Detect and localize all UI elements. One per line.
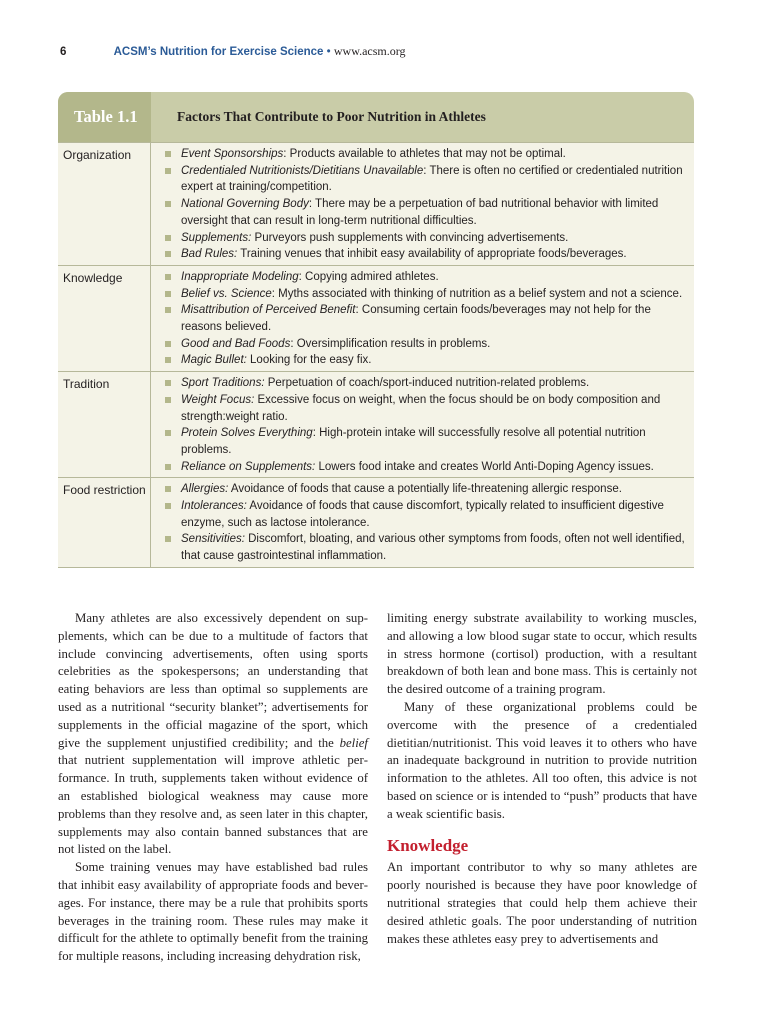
item-term: Reliance on Supplements:	[181, 460, 316, 473]
square-bullet-icon	[165, 307, 171, 313]
item-term: Event Sponsorships	[181, 148, 284, 160]
table-row	[58, 477, 694, 567]
list-item	[164, 302, 688, 335]
list-item	[164, 531, 688, 564]
nutrition-factors-table	[58, 92, 694, 568]
item-description: Purveyors push supplements with convincing advertisements.	[251, 231, 569, 244]
running-header	[60, 44, 406, 59]
list-item	[164, 352, 688, 369]
header-separator: •	[326, 46, 331, 58]
item-description: : There is often no certified or credentialed nutrition expert at training/competition.	[181, 164, 683, 194]
square-bullet-icon	[165, 168, 171, 174]
list-item	[164, 392, 688, 425]
list-item	[164, 336, 688, 353]
square-bullet-icon	[165, 251, 171, 257]
square-bullet-icon	[165, 291, 171, 297]
item-description: : Myths associated with thinking of nutrition as a belief system and not a science.	[271, 287, 683, 300]
table-item-list	[151, 143, 694, 265]
list-item	[164, 481, 688, 498]
item-term: Bad Rules:	[181, 248, 238, 261]
list-item	[164, 146, 688, 163]
square-bullet-icon	[165, 341, 171, 347]
body-paragraph: Some training venues may have established bad rules that inhibit easy availability of appropriate foods and beverages. For instance, there may be a rule that prohibits sports beverages in the training room. These rules may make it difficult for the athlete to optimally benefit from the training for multiple reasons, including increasing dehydration risk,	[58, 860, 368, 964]
square-bullet-icon	[165, 357, 171, 363]
square-bullet-icon	[165, 151, 171, 157]
item-term: Sport Traditions:	[181, 377, 265, 390]
item-description: : There may be a perpetuation of bad nutritional behavior with limited oversight that can result in long-term nutritional difficulties.	[181, 198, 659, 227]
item-term: Weight Focus:	[181, 393, 255, 406]
table-category: Food restriction	[58, 478, 151, 567]
item-description: Excessive focus on weight, when the focus should be on body composition and strength:weight ratio.	[181, 393, 661, 423]
table-category: Tradition	[58, 372, 151, 477]
list-item	[164, 375, 688, 392]
table-category: Knowledge	[58, 266, 151, 371]
body-column-left	[58, 610, 368, 966]
list-item	[164, 498, 688, 531]
body-paragraph: Many of these organizational problems could be overcome with the presence of a credentialed dietitian/nutritionist. This void leaves it to others who have an inadequate background in nutrition to provide nutrition information to the athletes. All too often, this advice is not based on science or is intended to “push” products that have a weak scientific basis.	[387, 699, 697, 821]
table-item-list	[151, 266, 694, 371]
list-item	[164, 196, 688, 229]
item-term: Belief vs. Science	[181, 287, 272, 300]
item-description: : Oversimplification results in problems.	[290, 337, 491, 350]
table-category: Organization	[58, 143, 151, 265]
item-description: Perpetuation of coach/sport-induced nutrition-related problems.	[264, 377, 590, 390]
section-heading-knowledge: Knowledge	[387, 835, 469, 855]
body-column-right	[387, 610, 697, 948]
item-description: : Consuming certain foods/beverages may not help for the reasons believed.	[181, 304, 651, 334]
list-item	[164, 425, 688, 458]
item-term: Supplements:	[181, 231, 252, 244]
square-bullet-icon	[165, 486, 171, 492]
item-term: Misattribution of Perceived Benefit	[181, 304, 356, 317]
square-bullet-icon	[165, 464, 171, 470]
square-bullet-icon	[165, 380, 171, 386]
item-description: : Copying admired athletes.	[298, 270, 439, 283]
square-bullet-icon	[165, 201, 171, 207]
table-row	[58, 265, 694, 371]
square-bullet-icon	[165, 274, 171, 280]
table-title: Factors That Contribute to Poor Nutrition in Athletes	[177, 109, 486, 124]
item-term: National Governing Body	[181, 198, 309, 211]
square-bullet-icon	[165, 430, 171, 436]
list-item	[164, 246, 688, 263]
item-term: Protein Solves Everything	[181, 427, 313, 440]
item-description: : Products available to athletes that may not be optimal.	[283, 148, 566, 160]
table-body	[58, 142, 694, 567]
item-description: : High-protein intake will successfully resolve all potential nutrition problems.	[181, 427, 646, 456]
book-title: ACSM’s Nutrition for Exercise Science	[113, 46, 324, 58]
body-paragraph: Many athletes are also excessively dependent on supplements, which can be due to a multitude of factors that include convincing advertisements, often using sports celebrities as the spokespersons; an understanding that eating behaviors are less than optimal so supplements are used as a nutritional “security blanket”; advertisements for supplements in the official magazine of the sport, which give the supplement unjustified credibility; and the belief that nutrient supplementation will improve athletic performance. In truth, supplements taken without evidence of an established biological weakness may cause more problems than they resolve and, as seen later in this chapter, supplements may also contain banned substances that are not listed on the label.	[58, 611, 368, 857]
square-bullet-icon	[165, 503, 171, 509]
table-row	[58, 142, 694, 265]
item-description: Looking for the easy fix.	[246, 354, 372, 367]
list-item	[164, 269, 688, 286]
item-term: Sensitivities:	[181, 533, 245, 546]
square-bullet-icon	[165, 235, 171, 241]
item-term: Allergies:	[181, 483, 229, 496]
body-paragraph: limiting energy substrate availability to working muscles, and allowing a low blood sugar state to occur, which results in stress hormone (cortisol) production, with a resultant breakdown of both lean and bone mass. This is certainly not the desired outcome of a training program.	[387, 611, 697, 697]
item-term: Magic Bullet:	[181, 354, 247, 367]
list-item	[164, 230, 688, 247]
list-item	[164, 163, 688, 196]
item-description: Avoidance of foods that cause discomfort, typically related to insufficient digestive enzyme, such as lactose intolerance.	[181, 500, 664, 529]
header-url: www.acsm.org	[333, 44, 406, 58]
table-row	[58, 371, 694, 477]
item-description: Discomfort, bloating, and various other symptoms from foods, often not well identified, that cause gastrointestinal inflammation.	[181, 533, 685, 563]
item-description: Training venues that inhibit easy availability of appropriate foods/beverages.	[237, 248, 627, 261]
item-term: Good and Bad Foods	[181, 337, 291, 350]
table-number: Table 1.1	[58, 92, 151, 142]
square-bullet-icon	[165, 397, 171, 403]
list-item	[164, 459, 688, 476]
table-item-list	[151, 372, 694, 477]
item-term: Intolerances:	[181, 500, 247, 513]
list-item	[164, 286, 688, 303]
item-description: Lowers food intake and creates World Anti-Doping Agency issues.	[315, 460, 654, 473]
item-description: Avoidance of foods that cause a potentially life-threatening allergic response.	[228, 483, 622, 496]
page-number: 6	[60, 46, 67, 58]
table-item-list	[151, 478, 694, 567]
table-header	[58, 92, 694, 142]
item-term: Inappropriate Modeling	[181, 270, 299, 283]
body-paragraph: An important contributor to why so many athletes are poorly nourished is because they have poor knowledge of nutritional strategies that could help them achieve their desired athletic goals. The poor understanding of nutrition makes these athletes easy prey to advertisements and	[387, 860, 697, 946]
square-bullet-icon	[165, 536, 171, 542]
item-term: Credentialed Nutritionists/Dietitians Unavailable	[181, 164, 424, 177]
